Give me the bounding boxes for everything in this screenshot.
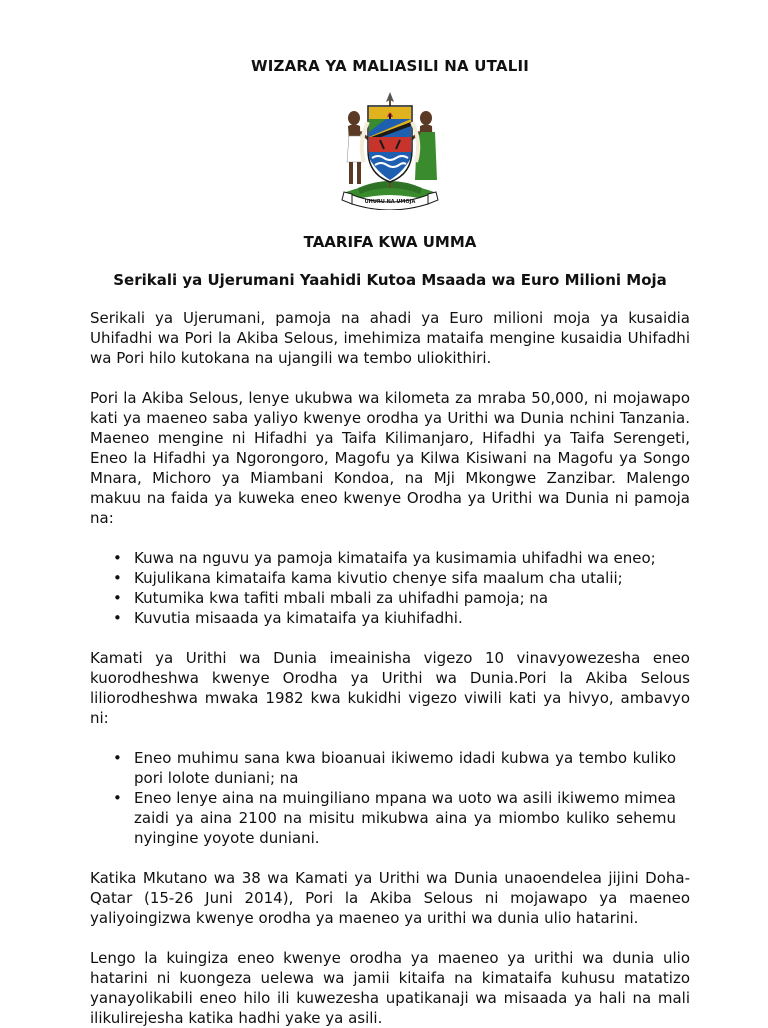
list-item: • Kujulikana kimataifa kama kivutio chenye sifa maalum cha utalii; — [134, 568, 690, 588]
paragraph-1: Serikali ya Ujerumani, pamoja na ahadi ya Euro milioni moja ya kusaidia Uhifadhi wa Pori la Akiba Selous, imehimiza mataifa mengine kusaidia Uhifadhi wa Pori hilo kutokana na ujangili wa tembo uliokithiri. — [90, 309, 690, 367]
criteria-list — [90, 748, 690, 848]
list-item: • Kutumika kwa tafiti mbali mbali za uhifadhi pamoja; na — [134, 588, 690, 608]
headline: Serikali ya Ujerumani Yaahidi Kutoa Msaada wa Euro Milioni Moja — [113, 271, 667, 289]
paragraph-2: Pori la Akiba Selous, lenye ukubwa wa kilometa za mraba 50,000, ni mojawapo kati ya maeneo saba yaliyo kwenye orodha ya Urithi wa Dunia nchini Tanzania. Maeneo mengine ni Hifadhi ya Taifa Kilimanjaro, Hifadhi ya Taifa Serengeti, Eneo la Hifadhi ya Ngorongoro, Magofu ya Kilwa Kisiwani na Magofu ya Songo Mnara, Michoro ya Miambani Kondoa, na Mji Mkongwe Zanzibar. Malengo makuu na faida ya kuweka eneo kwenye Orodha ya Urithi wa Dunia ni pamoja na: — [90, 389, 690, 527]
list-item: • Kuwa na nguvu ya pamoja kimataifa ya kusimamia uhifadhi wa eneo; — [134, 548, 690, 568]
emblem-container — [90, 92, 690, 210]
list-item: • Kuvutia misaada ya kimataifa ya kiuhifadhi. — [134, 608, 690, 628]
coat-of-arms-emblem — [328, 92, 452, 210]
ministry-heading: WIZARA YA MALIASILI NA UTALII — [250, 57, 530, 75]
benefits-list — [90, 548, 690, 628]
paragraph-4: Katika Mkutano wa 38 wa Kamati ya Urithi wa Dunia unaoendelea jijini Doha-Qatar (15-26 Juni 2014), Pori la Akiba Selous ni mojawapo ya maeneo yaliyoingizwa kwenye orodha ya maeneo ya urithi wa dunia ulio hatarini. — [90, 869, 690, 927]
paragraph-3: Kamati ya Urithi wa Dunia imeainisha vigezo 10 vinavyowezesha eneo kuorodheshwa kwenye Orodha ya Urithi wa Dunia.Pori la Akiba Selous liliorodheshwa mwaka 1982 kwa kukidhi vigezo viwili kati ya hivyo, ambavyo ni: — [90, 649, 690, 727]
paragraph-5: Lengo la kuingiza eneo kwenye orodha ya maeneo ya urithi wa dunia ulio hatarini ni kuongeza uelewa wa jamii kitaifa na kimataifa kuhusu matatizo yanayolikabili eneo hilo ili kuwezesha upatikanaji wa misaada ya hali na mali ilikulirejesha katika hadhi yake ya asili. — [90, 949, 690, 1027]
list-item: • Eneo lenye aina na muingiliano mpana wa uoto wa asili ikiwemo mimea zaidi ya aina 2100 na misitu mikubwa aina ya miombo kuliko sehemu nyingine yoyote duniani. — [134, 788, 690, 848]
emblem-motto-text: UHURU NA UMOJA — [364, 199, 416, 205]
notice-title: TAARIFA KWA UMMA — [303, 233, 477, 251]
list-item: • Eneo muhimu sana kwa bioanuai ikiwemo idadi kubwa ya tembo kuliko pori lolote duniani; na — [134, 748, 690, 788]
